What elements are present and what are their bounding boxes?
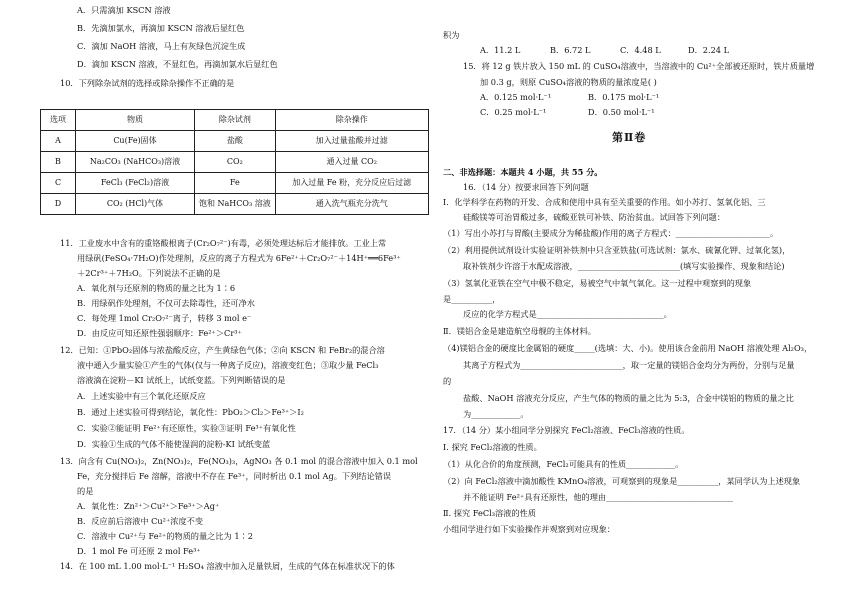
text-line: 其离子方程式为_________________________，取一定量的镁铝合金均分为两份，分别与足量 (463, 360, 795, 370)
text-line: 加 0.3 g，则原 CuSO₄溶液的物质的量浓度是( ) (480, 77, 657, 87)
text-line: A．氧化剂与还原剂的物质的量之比为 1∶6 (77, 283, 236, 293)
text-line: B．0.175 mol·L⁻¹ (588, 92, 660, 102)
table-row (41, 131, 429, 152)
table-cell: 饱和 NaHCO₃ 溶液 (195, 194, 276, 215)
text-line: C．4.48 L (620, 45, 661, 55)
table-header-row (41, 110, 429, 131)
text-line: C．滴加 NaOH 溶液，马上有灰绿色沉淀生成 (77, 41, 246, 51)
text-line: （1）写出小苏打与胃酸(主要成分为稀盐酸)作用的离子方程式：_______________________。 (443, 228, 779, 238)
text-line: 取补铁剂少许溶于水配成溶液，_________________________(填写实验操作、现象和结论) (463, 261, 785, 271)
text-line: Fe，充分搅拌后 Fe 溶解，溶液中不存在 Fe³⁺，同时析出 0.1 mol Ag。下列结论错误 (77, 471, 392, 481)
text-line: 反应的化学方程式是_______________________________。 (463, 309, 672, 319)
table-cell: 通入洗气瓶充分洗气 (275, 194, 428, 215)
text-line: B．通过上述实验可得到结论，氧化性：PbO₂＞Cl₂＞Fe³⁺＞I₂ (77, 407, 304, 417)
text-line: 的是 (77, 486, 94, 496)
text-line: A．只需滴加 KSCN 溶液 (77, 5, 171, 15)
text-line: C．0.25 mol·L⁻¹ (480, 107, 547, 117)
impurity-removal-table (40, 109, 429, 215)
table-header-cell: 除杂操作 (275, 110, 428, 131)
text-line: （4)镁铝合金的硬度比金属铝的硬度_____(选填：大、小)。使用该合金前用 NaOH 溶液处理 Al₂O₃， (443, 343, 813, 353)
table-cell: FeCl₃ (FeCl₂)溶液 (76, 173, 195, 194)
table-cell: CO₂ (195, 152, 276, 173)
text-line: 小组同学进行如下实验操作并观察到对应现象： (443, 524, 615, 534)
text-line: （2）利用提供试剂设计实验证明补铁剂中只含亚铁盐(可选试剂：氯水、硫氰化钾、过氧化氢)， (443, 245, 791, 255)
text-line: B．6.72 L (550, 45, 591, 55)
text-line: 10．下列除杂试剂的选择或除杂操作不正确的是 (60, 78, 235, 88)
text-line: 17．（14 分）某小组同学分别探究 FeCl₂溶液、FeCl₃溶液的性质。 (443, 425, 690, 435)
section-title: 第Ⅱ卷 (612, 131, 647, 144)
text-line: 14．在 100 mL 1.00 mol·L⁻¹ H₂SO₄ 溶液中加入足量铁屑，生成的气体在标准状况下的体 (60, 561, 395, 571)
table-row (41, 194, 429, 215)
table-cell: Fe (195, 173, 276, 194)
text-line: 为____________。 (463, 409, 529, 419)
text-line: 13．向含有 Cu(NO₃)₂，Zn(NO₃)₂，Fe(NO₃)₃，AgNO₃ 各 0.1 mol 的混合溶液中加入 0.1 mol (60, 456, 418, 466)
text-line: 积为 (443, 30, 460, 40)
text-line: 用绿矾(FeSO₄·7H₂O)作处理剂，反应的离子方程式为 6Fe²⁺＋Cr₂O₇²⁻＋14H⁺══6Fe³⁺ (77, 253, 401, 263)
text-line: C．实验②能证明 Fe²⁺有还原性，实验③证明 Fe³⁺有氧化性 (77, 423, 296, 433)
text-line: A．11.2 L (480, 45, 521, 55)
table-header-cell: 选项 (41, 110, 76, 131)
text-line: 液中通入少量实验①产生的气体(仅与一种离子反应)，溶液变红色；③取少量 FeCl₃ (77, 360, 379, 370)
text-line: 二、非选择题：本题共 4 小题，共 55 分。 (443, 167, 603, 177)
text-line: C．溶液中 Cu²⁺与 Fe²⁺的物质的量之比为 1∶2 (77, 531, 253, 541)
text-line: A．氧化性：Zn²⁺＞Cu²⁺＞Fe³⁺＞Ag⁺ (77, 501, 220, 511)
text-line: 的 (443, 376, 452, 386)
text-line: （2）向 FeCl₂溶液中滴加酸性 KMnO₄溶液，可观察到的现象是__________，某同学认为上述现象 (443, 476, 801, 486)
text-line: Ⅰ. 探究 FeCl₂溶液的性质。 (443, 442, 542, 452)
table-cell: 通入过量 CO₂ (275, 152, 428, 173)
text-line: 11．工业废水中含有的重铬酸根离子(Cr₂O₇²⁻)有毒，必须处理达标后才能排放。工业上常 (60, 238, 387, 248)
text-line: Ⅰ．化学科学在药物的开发、合成和使用中具有至关重要的作用。如小苏打、氢氧化铝、三 (443, 197, 766, 207)
text-line: D．滴加 KSCN 溶液，不显红色，再滴加氯水后显红色 (77, 59, 278, 69)
text-line: D．由反应可知还原性强弱顺序：Fe²⁺＞Cr³⁺ (77, 328, 242, 338)
text-line: （3）氢氧化亚铁在空气中极不稳定，易被空气中氧气氧化。这一过程中观察到的现象 (443, 278, 752, 288)
text-line: 并不能证明 Fe²⁺具有还原性，他的理由_______________________________ (463, 492, 734, 502)
text-line: B．先滴加氯水，再滴加 KSCN 溶液后显红色 (77, 23, 245, 33)
text-line: 15．将 12 g 铁片放入 150 mL 的 CuSO₄溶液中，当溶液中的 Cu²⁺全部被还原时，铁片质量增 (463, 61, 815, 71)
table-row (41, 173, 429, 194)
table-cell: B (41, 152, 76, 173)
text-line: B．反应前后溶液中 Cu²⁺浓度不变 (77, 516, 204, 526)
table-cell: CO₂ (HCl)气体 (76, 194, 195, 215)
table-cell: 加入过量 Fe 粉，充分反应后过滤 (275, 173, 428, 194)
text-line: A．0.125 mol·L⁻¹ (480, 92, 552, 102)
table-header-cell: 物质 (76, 110, 195, 131)
table-cell: 盐酸 (195, 131, 276, 152)
table-cell: Cu(Fe)固体 (76, 131, 195, 152)
table-cell: Na₂CO₃ (NaHCO₃)溶液 (76, 152, 195, 173)
text-line: 溶液滴在淀粉－KI 试纸上，试纸变蓝。下列判断错误的是 (77, 375, 286, 385)
text-line: D．实验①生成的气体不能使湿润的淀粉-KI 试纸变蓝 (77, 439, 271, 449)
table-cell: A (41, 131, 76, 152)
text-line: Ⅱ．镁铝合金是建造航空母舰的主体材料。 (443, 326, 596, 336)
text-line: C．每处理 1mol Cr₂O₇²⁻离子，转移 3 mol e⁻ (77, 313, 252, 323)
table-cell: 加入过量盐酸并过滤 (275, 131, 428, 152)
text-line: 16．（14 分）按要求回答下列问题 (463, 182, 589, 192)
text-line: D．0.50 mol·L⁻¹ (588, 107, 655, 117)
text-line: B．用绿矾作处理剂，不仅可去除毒性，还可净水 (77, 298, 255, 308)
text-line: D．1 mol Fe 可还原 2 mol Fe³⁺ (77, 546, 201, 556)
text-line: D．2.24 L (688, 45, 730, 55)
text-line: ＋2Cr³⁺＋7H₂O。下列说法不正确的是 (77, 268, 221, 278)
table-header-cell: 除杂试剂 (195, 110, 276, 131)
text-line: 盐酸、NaOH 溶液充分反应，产生气体的物质的量之比为 5:3，合金中镁铝的物质的量之比 (463, 393, 794, 403)
text-line: 硅酸镁等可治胃酸过多，硫酸亚铁可补铁、防治贫血。试回答下列问题： (463, 212, 726, 222)
table-cell: D (41, 194, 76, 215)
table-cell: C (41, 173, 76, 194)
table-row (41, 152, 429, 173)
text-line: （1）从化合价的角度预测，FeCl₂可能具有的性质____________。 (443, 459, 684, 469)
text-line: 是__________， (443, 294, 501, 304)
text-line: Ⅱ. 探究 FeCl₃溶液的性质 (443, 508, 536, 518)
text-line: 12．已知：①PbO₂固体与浓盐酸反应，产生黄绿色气体；②向 KSCN 和 FeBr₂的混合溶 (60, 345, 385, 355)
text-line: A．上述实验中有三个氧化还原反应 (77, 391, 206, 401)
